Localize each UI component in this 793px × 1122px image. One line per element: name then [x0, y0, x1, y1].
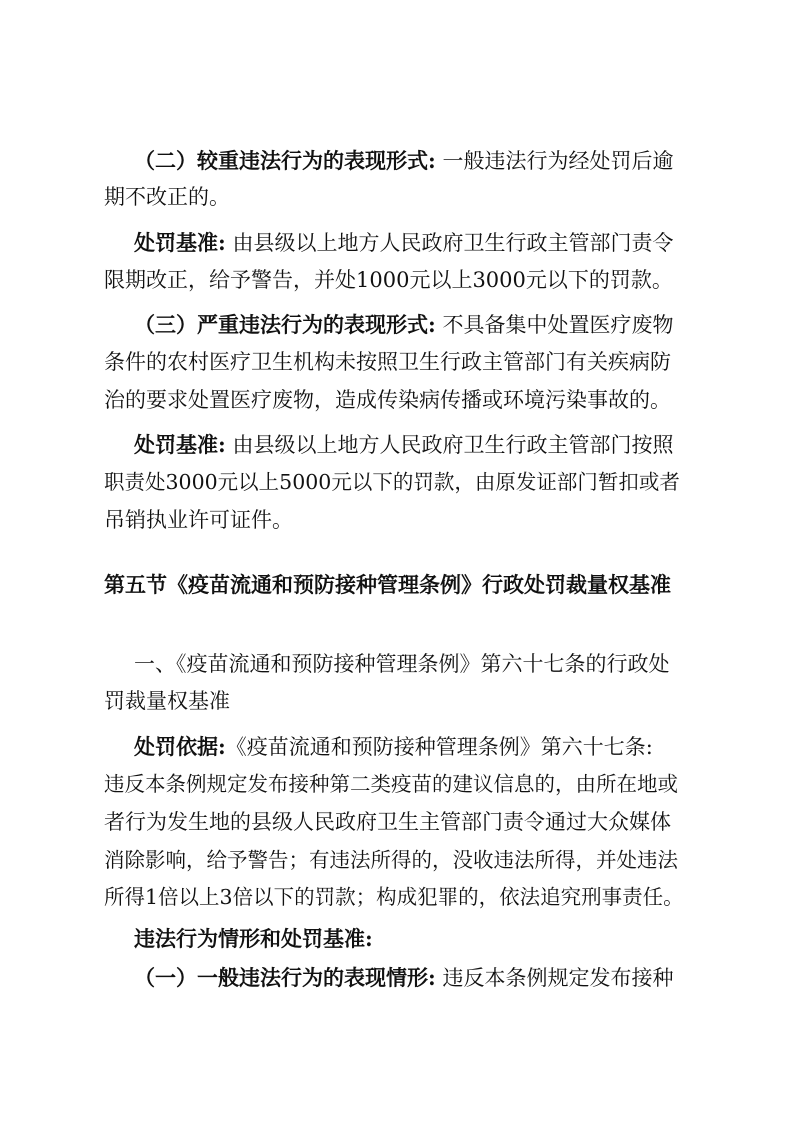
paragraph-serious-violation — [134, 150, 673, 172]
paragraph-line — [104, 270, 673, 291]
paragraph-line — [104, 472, 680, 493]
paragraph-heading: （一）一般违法行为的表现情形: — [134, 965, 436, 990]
paragraph-text: 违反本条例规定发布接种 — [435, 966, 674, 990]
paragraph-text: 消除影响，给予警告；有违法所得的，没收违法所得，并处违法 — [104, 848, 678, 872]
paragraph-line — [104, 887, 684, 908]
paragraph-text: 吊销执业许可证件。 — [104, 508, 293, 532]
paragraph-penalty-standard — [134, 434, 673, 456]
paragraph-text: 职责处3000元以上5000元以下的罚款，由原发证部门暂扣或者 — [104, 470, 680, 494]
paragraph-text: 不具备集中处置医疗废物 — [435, 313, 674, 337]
paragraph-line — [104, 510, 293, 531]
subsection-title-cont: 罚裁量权基准 — [104, 689, 230, 713]
section-heading: 第五节《疫苗流通和预防接种管理条例》行政处罚裁量权基准 — [104, 573, 671, 597]
paragraph-text: 《疫苗流通和预防接种管理条例》第六十七条: — [225, 735, 653, 759]
violation-situations-heading: 违法行为情形和处罚基准: — [134, 926, 373, 951]
paragraph-text: 一般违法行为经处罚后逾 — [435, 149, 674, 173]
paragraph-text: 由县级以上地方人民政府卫生行政主管部门按照 — [225, 433, 674, 457]
paragraph-text: 者行为发生地的县级人民政府卫生主管部门责令通过大众媒体 — [104, 810, 671, 834]
paragraph-penalty-basis — [134, 736, 653, 758]
paragraph-text: 由县级以上地方人民政府卫生行政主管部门责令 — [225, 231, 674, 255]
paragraph-text: 治的要求处置医疗废物，造成传染病传播或环境污染事故的。 — [104, 388, 671, 412]
paragraph-text: 所得1倍以上3倍以下的罚款；构成犯罪的，依法追究刑事责任。 — [104, 885, 684, 909]
paragraph-line — [104, 812, 671, 833]
paragraph-line — [104, 774, 678, 795]
paragraph-heading: 处罚基准: — [134, 230, 226, 255]
paragraph-line — [104, 850, 678, 871]
paragraph-text: 违反本条例规定发布接种第二类疫苗的建议信息的，由所在地或 — [104, 772, 678, 796]
paragraph-text: 期不改正的。 — [104, 185, 230, 209]
paragraph-heading: （二）较重违法行为的表现形式: — [134, 148, 436, 173]
paragraph-line — [104, 352, 671, 373]
paragraph-penalty-standard — [134, 232, 673, 254]
paragraph-line — [104, 390, 671, 411]
paragraph-general-violation — [134, 967, 673, 989]
paragraph-text: 条件的农村医疗卫生机构未按照卫生行政主管部门有关疾病防 — [104, 350, 671, 374]
paragraph-heading: 处罚基准: — [134, 432, 226, 457]
paragraph-severe-violation — [134, 314, 673, 336]
subsection-title: 一、《疫苗流通和预防接种管理条例》第六十七条的行政处 — [134, 652, 670, 676]
paragraph-heading: （三）严重违法行为的表现形式: — [134, 312, 436, 337]
paragraph-text: 限期改正，给予警告，并处1000元以上3000元以下的罚款。 — [104, 268, 673, 292]
paragraph-line — [104, 187, 230, 208]
paragraph-heading: 处罚依据: — [134, 734, 226, 759]
